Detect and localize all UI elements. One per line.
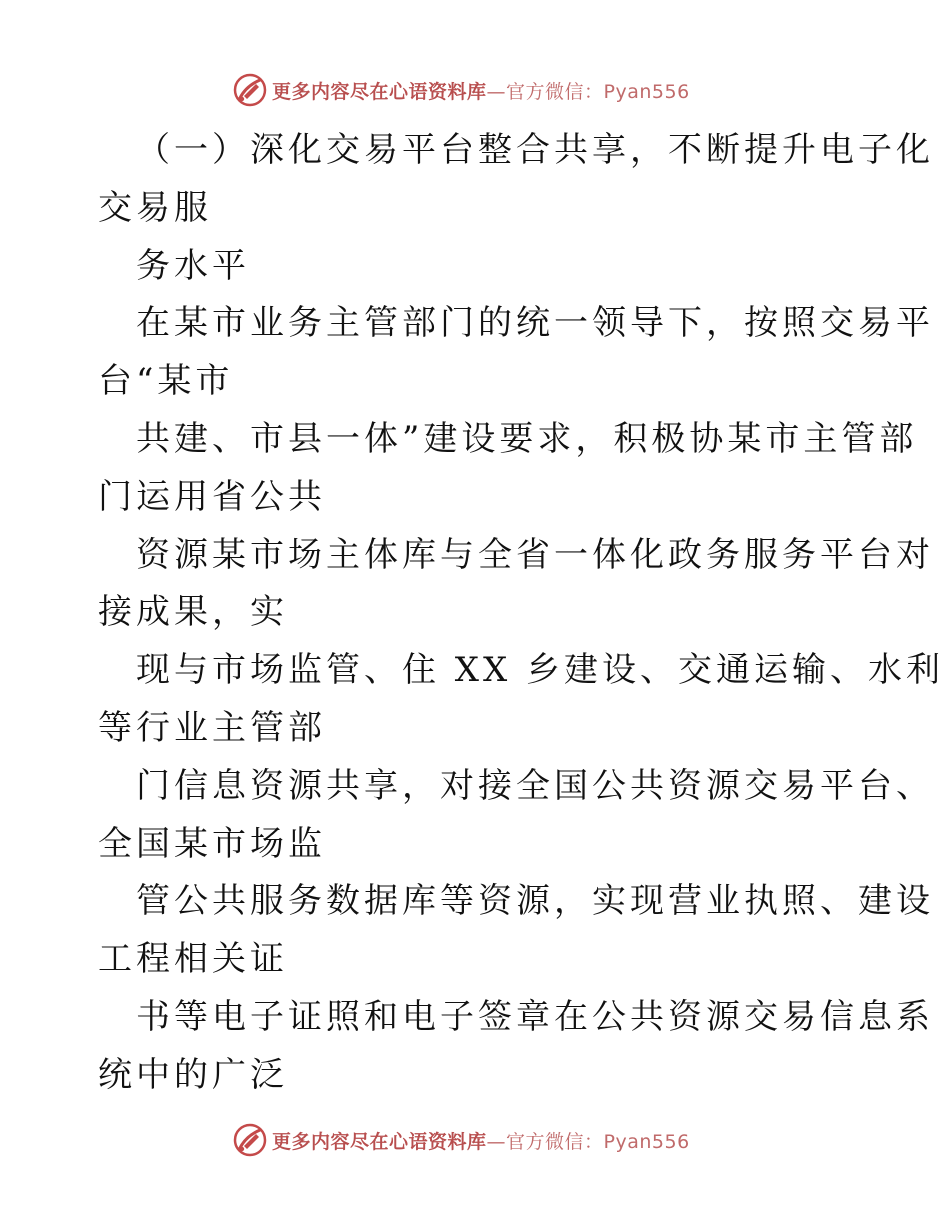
watermark-contact: 官方微信：Pyan556 <box>506 80 690 103</box>
text-line: 资源某市场主体库与全省一体化政务服务平台对 <box>136 534 934 575</box>
text-line: 现与市场监管、住 XX 乡建设、交通运输、水利 <box>136 650 945 691</box>
text-line: 等行业主管部 <box>98 707 326 748</box>
text-line: （一）深化交易平台整合共享，不断提升电子化 <box>136 130 934 170</box>
watermark-title: 更多内容尽在心语资料库 <box>272 1130 487 1153</box>
watermark-dash: — <box>486 1130 507 1153</box>
text-line: 门运用省公共 <box>98 476 326 517</box>
footer-watermark-banner <box>232 1120 690 1160</box>
text-line: 门信息资源共享，对接全国公共资源交易平台、 <box>136 765 934 806</box>
text-line: 务水平 <box>136 245 250 286</box>
text-line: 管公共服务数据库等资源，实现营业执照、建设 <box>136 881 934 922</box>
header-watermark-banner <box>232 70 690 110</box>
text-line: 接成果，实 <box>98 592 288 633</box>
pen-logo-icon <box>232 1122 268 1158</box>
text-line: 全国某市场监 <box>98 823 326 864</box>
watermark-text <box>272 1127 690 1154</box>
text-line: 书等电子证照和电子签章在公共资源交易信息系 <box>136 996 934 1037</box>
text-line: 共建、市县一体”建设要求，积极协某市主管部 <box>136 418 918 459</box>
watermark-dash: — <box>486 80 507 103</box>
text-line: 工程相关证 <box>98 939 288 980</box>
document-body <box>98 122 945 1105</box>
text-line: 在某市业务主管部门的统一领导下，按照交易平 <box>136 303 934 344</box>
pen-logo-icon <box>232 72 268 108</box>
text-line: 台“某市 <box>98 361 234 402</box>
text-line: 统中的广泛 <box>98 1054 288 1095</box>
text-line: 交易服 <box>98 187 212 228</box>
watermark-contact: 官方微信：Pyan556 <box>506 1130 690 1153</box>
watermark-text <box>272 77 690 104</box>
watermark-title: 更多内容尽在心语资料库 <box>272 80 487 103</box>
